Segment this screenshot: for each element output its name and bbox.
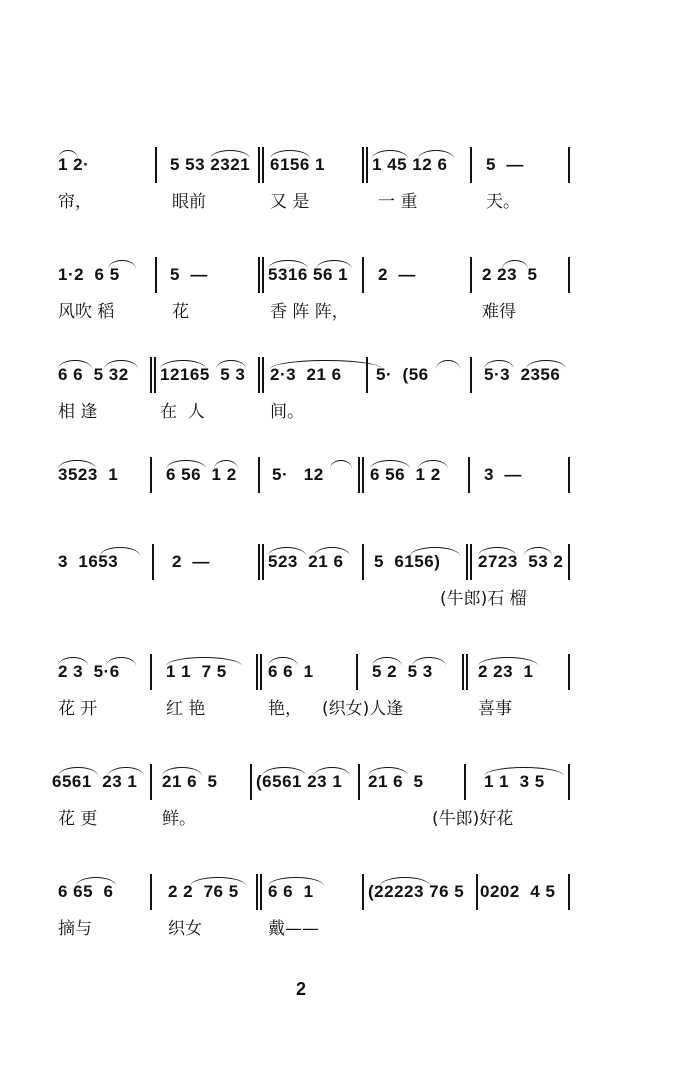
bar-line	[470, 357, 472, 393]
notation-measure: 5· 12	[272, 465, 324, 484]
notation-measure: 1·2 6 5	[58, 265, 120, 284]
notation-measure: 21 6 5	[368, 772, 424, 791]
bar-line	[568, 147, 570, 183]
bar-line	[358, 764, 360, 800]
notation-measure: 2 —	[172, 552, 210, 571]
notation-measure: 523 21 6	[268, 552, 344, 571]
bar-line	[258, 457, 260, 493]
bar-line	[258, 544, 260, 580]
score-system-3	[0, 357, 699, 437]
bar-line	[250, 764, 252, 800]
lyric-text: 一 重	[378, 192, 418, 212]
bar-line	[462, 654, 464, 690]
lyric-text: 织女	[168, 919, 202, 939]
notation-measure: 2·3 21 6	[270, 365, 342, 384]
lyric-text: 红 艳	[166, 699, 206, 719]
notation-measure: 2 —	[378, 265, 416, 284]
notation-measure: 5 53 2321	[170, 155, 251, 174]
lyric-text: 帘，	[58, 192, 92, 212]
bar-line	[464, 764, 466, 800]
lyric-text: 风吹 稻	[58, 302, 115, 322]
bar-line	[466, 544, 468, 580]
notation-measure: 5·3 2356	[484, 365, 561, 384]
bar-line	[256, 654, 258, 690]
notation-measure: 5· (56	[376, 365, 429, 384]
bar-line	[152, 544, 154, 580]
bar-line	[362, 874, 364, 910]
notation-measure: 6 6 1	[268, 662, 314, 681]
notation-measure: 12165 5 3	[160, 365, 246, 384]
slur-mark	[436, 360, 460, 369]
bar-line	[150, 874, 152, 910]
notation-measure: 1 1 3 5	[484, 772, 545, 791]
bar-line	[362, 147, 364, 183]
bar-line	[362, 257, 364, 293]
notation-measure: 2 23 1	[478, 662, 534, 681]
score-system-4	[0, 457, 699, 537]
bar-line	[568, 764, 570, 800]
bar-line	[150, 457, 152, 493]
lyric-text: 在 人	[160, 402, 205, 422]
bar-line	[258, 357, 260, 393]
bar-line	[470, 147, 472, 183]
lyric-text: (牛郎)石 榴	[440, 589, 527, 609]
lyric-text: 天。	[486, 192, 520, 212]
bar-line	[568, 874, 570, 910]
notation-measure: 6561 23 1	[52, 772, 138, 791]
lyric-text: 眼前	[172, 192, 206, 212]
bar-line	[366, 357, 368, 393]
lyric-text: 鲜。	[162, 809, 196, 829]
notation-measure: 5 —	[170, 265, 208, 284]
notation-measure: 5316 56 1	[268, 265, 349, 284]
bar-line	[155, 257, 157, 293]
bar-line	[568, 544, 570, 580]
notation-measure: 6156 1	[270, 155, 325, 174]
notation-measure: 5 2 5 3	[372, 662, 433, 681]
lyric-text: 摘与	[58, 919, 92, 939]
bar-line	[358, 457, 360, 493]
notation-measure: 3 1653	[58, 552, 119, 571]
lyric-text: 又 是	[270, 192, 310, 212]
bar-line	[256, 874, 258, 910]
bar-line	[150, 764, 152, 800]
notation-measure: 6 56 1 2	[370, 465, 441, 484]
page-number: 2	[296, 979, 307, 999]
lyric-text: 喜事	[478, 699, 512, 719]
bar-line	[470, 257, 472, 293]
lyric-text: 花 更	[58, 809, 98, 829]
notation-measure: 5 6156)	[374, 552, 441, 571]
score-system-1	[0, 147, 699, 227]
notation-measure: 3 —	[484, 465, 522, 484]
bar-line	[258, 257, 260, 293]
bar-line	[150, 654, 152, 690]
lyric-text: 花	[172, 302, 189, 322]
lyric-text: 难得	[482, 302, 516, 322]
bar-line	[150, 357, 152, 393]
notation-measure: 2 2 76 5	[168, 882, 239, 901]
notation-measure: (6561 23 1	[256, 772, 343, 791]
lyric-text: 艳，	[268, 699, 302, 719]
lyric-text: 香 阵 阵，	[270, 302, 349, 322]
lyric-text: (牛郎)好花	[432, 809, 514, 829]
notation-measure: 6 65 6	[58, 882, 114, 901]
notation-measure: 6 6 1	[268, 882, 314, 901]
bar-line	[476, 874, 478, 910]
score-system-5	[0, 544, 699, 624]
score-system-8	[0, 874, 699, 954]
notation-measure: 1 1 7 5	[166, 662, 227, 681]
bar-line	[362, 544, 364, 580]
score-system-6	[0, 654, 699, 734]
lyric-text: 花 开	[58, 699, 98, 719]
notation-measure: 3523 1	[58, 465, 119, 484]
bar-line	[258, 147, 260, 183]
notation-measure: 6 6 5 32	[58, 365, 129, 384]
notation-measure: 1 45 12 6	[372, 155, 448, 174]
notation-measure: 1 2·	[58, 155, 90, 174]
lyric-text: 戴——	[268, 919, 319, 939]
lyric-text: 相 逢	[58, 402, 98, 422]
score-system-2	[0, 257, 699, 337]
notation-measure: 5 —	[486, 155, 524, 174]
lyric-text: 间。	[270, 402, 304, 422]
notation-measure: 2 23 5	[482, 265, 538, 284]
lyric-text: (织女)人逢	[322, 699, 404, 719]
notation-measure: 2723 53 2	[478, 552, 564, 571]
slur-mark	[330, 460, 352, 469]
notation-measure: 21 6 5	[162, 772, 218, 791]
bar-line	[155, 147, 157, 183]
notation-measure: 6 56 1 2	[166, 465, 237, 484]
bar-line	[356, 654, 358, 690]
notation-measure: 2 3 5·6	[58, 662, 120, 681]
bar-line	[568, 257, 570, 293]
bar-line	[568, 457, 570, 493]
bar-line	[468, 457, 470, 493]
score-system-7	[0, 764, 699, 844]
notation-measure: 0202 4 5	[480, 882, 556, 901]
notation-measure: (22223 76 5	[368, 882, 465, 901]
bar-line	[568, 654, 570, 690]
